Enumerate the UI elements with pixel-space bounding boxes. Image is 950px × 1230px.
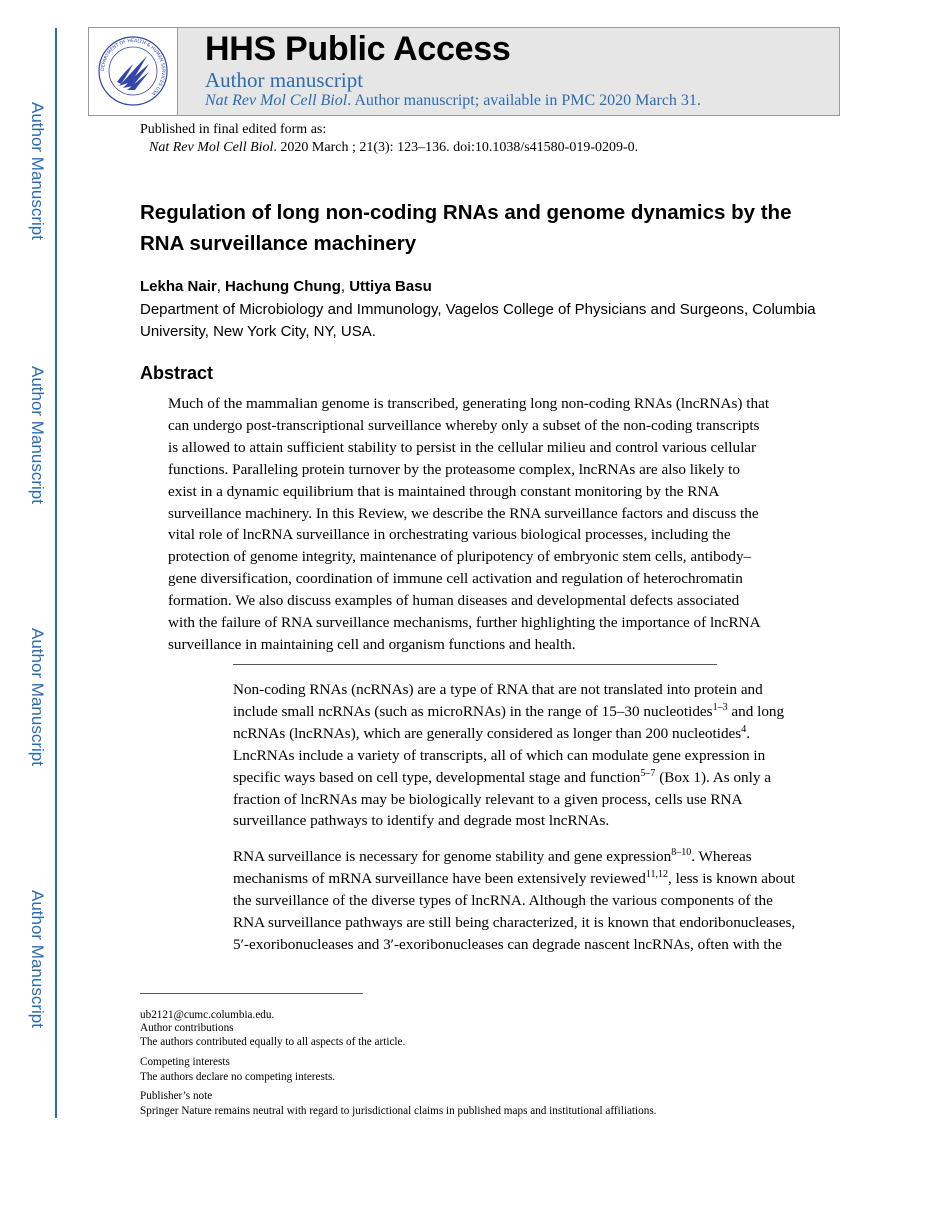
body-line: [233, 846, 815, 868]
footnote-heading: Publisher’s note: [140, 1090, 213, 1102]
abstract-heading: Abstract: [140, 363, 214, 383]
footnote-heading: Competing interests: [140, 1056, 230, 1068]
citation-ref: 1–3: [712, 701, 728, 713]
abstract-line: with the failure of RNA surveillance mechanisms, further highlighting the importance of lncRNA: [168, 614, 761, 632]
citation-journal: Nat Rev Mol Cell Biol: [149, 140, 274, 155]
abstract-line: can undergo post-transcriptional surveillance whereby only a subset of the non-coding transcripts: [168, 416, 760, 434]
abstract-line: protection of genome integrity, maintenance of pluripotency of embryonic stem cells, antibody–: [168, 548, 752, 566]
body-text-run: . Whereas: [691, 848, 752, 865]
body-line: [233, 868, 815, 890]
body-text-run: and long: [727, 702, 785, 720]
citation-ref: 11,12: [645, 868, 669, 880]
body-line: fraction of lncRNAs may be biologically relevant to a given process, cells use RNA: [233, 790, 743, 808]
body-text-run: mechanisms of mRNA surveillance have been extensively reviewed: [233, 869, 646, 887]
author-name: Hachung Chung: [225, 278, 341, 295]
body-text-run: include small ncRNAs (such as microRNAs) in the range of 15–30 nucleotides: [233, 702, 713, 720]
citation-ref: 8–10: [671, 846, 692, 858]
body-text-run: specific ways based on cell type, developmental stage and function: [233, 768, 641, 786]
body-line: surveillance pathways to identify and degrade most lncRNAs.: [233, 812, 610, 830]
body-line: Non-coding RNAs (ncRNAs) are a type of RNA that are not translated into protein and: [233, 681, 763, 698]
abstract-line: gene diversification, coordination of immune cell activation and regulation of heterochromatin: [168, 570, 743, 588]
author-manuscript-label: Author Manuscript: [28, 890, 47, 1028]
citation-details: . 2020 March ; 21(3): 123–136. doi:10.1038/s41580-019-0209-0.: [273, 140, 639, 155]
abstract-line: exist in a dynamic equilibrium that is maintained through constant monitoring by the RNA: [168, 482, 720, 500]
body-line: LncRNAs include a variety of transcripts, all of which can modulate gene expression in: [233, 746, 766, 764]
body-text-run: .: [746, 724, 751, 742]
author-name: Lekha Nair: [140, 278, 217, 295]
abstract-body: [168, 393, 790, 656]
body-paragraph-2: [233, 846, 815, 956]
hhs-eagle-icon: [97, 34, 169, 108]
body-line: [233, 701, 815, 723]
abstract-line: formation. We also discuss examples of human diseases and developmental defects associated: [168, 592, 740, 610]
body-line: the surveillance of the diverse types of lncRNA. Although the various components of the: [233, 891, 773, 909]
footnote-heading: Author contributions: [140, 1022, 234, 1034]
author-separator: ,: [216, 278, 226, 295]
citation-ref: 4: [741, 723, 747, 735]
body-text-run: ncRNAs (lncRNAs), which are generally considered as longer than 200 nucleotides: [233, 724, 742, 742]
hhs-logo: [89, 28, 178, 115]
author-separator: ,: [340, 278, 350, 295]
author-list: [140, 278, 432, 295]
footnote-text: The authors declare no competing interests.: [140, 1071, 336, 1083]
abstract-line: surveillance in maintaining cell and organism functions and health.: [168, 635, 576, 653]
author-name: Uttiya Basu: [349, 278, 432, 295]
published-label: Published in final edited form as:: [140, 122, 327, 137]
body-line: [233, 767, 815, 789]
body-text-run: (Box 1). As only a: [655, 768, 771, 786]
footnote-text: Springer Nature remains neutral with regard to jurisdictional claims in published maps and institutional affiliations.: [140, 1105, 657, 1117]
article-title: Regulation of long non-coding RNAs and genome dynamics by the RNA surveillance machinery: [140, 201, 792, 255]
footnote-divider: [140, 993, 363, 994]
body-text-run: , less is known about: [668, 869, 796, 887]
availability-text: . Author manuscript; available in PMC 2020 March 31.: [347, 92, 701, 109]
author-manuscript-label: Author Manuscript: [28, 366, 47, 504]
body-line: RNA surveillance pathways are still being characterized, it is known that endoribonucleases,: [233, 913, 796, 931]
body-line: 5′-exoribonucleases and 3′-exoribonucleases can degrade nascent lncRNAs, often with the: [233, 935, 782, 953]
availability-line: [205, 92, 701, 110]
affiliation: Department of Microbiology and Immunology, Vagelos College of Physicians and Surgeons, Columbia University, New York City, NY, USA.: [140, 301, 816, 340]
logo-text: DEPARTMENT OF HEALTH & HUMAN SERVICES USA: [100, 38, 166, 96]
body-line: [233, 723, 815, 745]
abstract-line: functions. Paralleling protein turnover by the proteasome complex, lncRNAs are also likely to: [168, 460, 740, 478]
hhs-public-access-title: HHS Public Access: [205, 30, 511, 68]
abstract-line: surveillance machinery. In this Review, we describe the RNA surveillance factors and discuss the: [168, 504, 759, 522]
author-manuscript-subtitle: Author manuscript: [205, 68, 364, 92]
body-text-run: RNA surveillance is necessary for genome stability and gene expression: [233, 848, 672, 865]
abstract-line: Much of the mammalian genome is transcribed, generating long non-coding RNAs (lncRNAs) that: [168, 395, 770, 412]
citation-ref: 5–7: [640, 767, 656, 779]
section-divider: [233, 664, 717, 665]
citation-line: [149, 140, 638, 156]
abstract-line: is allowed to attain sufficient stability to persist in the cellular milieu and control various cellular: [168, 438, 757, 456]
footnote-text: The authors contributed equally to all aspects of the article.: [140, 1036, 406, 1048]
hhs-header-banner: [88, 27, 840, 116]
sidebar-rule: [55, 28, 57, 1118]
author-manuscript-label: Author Manuscript: [28, 102, 47, 240]
footnote-email: ub2121@cumc.columbia.edu.: [140, 1009, 275, 1021]
journal-name: Nat Rev Mol Cell Biol: [205, 92, 348, 109]
author-manuscript-label: Author Manuscript: [28, 628, 47, 766]
abstract-line: vital role of lncRNA surveillance in orchestrating various biological processes, including the: [168, 526, 731, 544]
body-paragraph-1: [233, 679, 815, 832]
